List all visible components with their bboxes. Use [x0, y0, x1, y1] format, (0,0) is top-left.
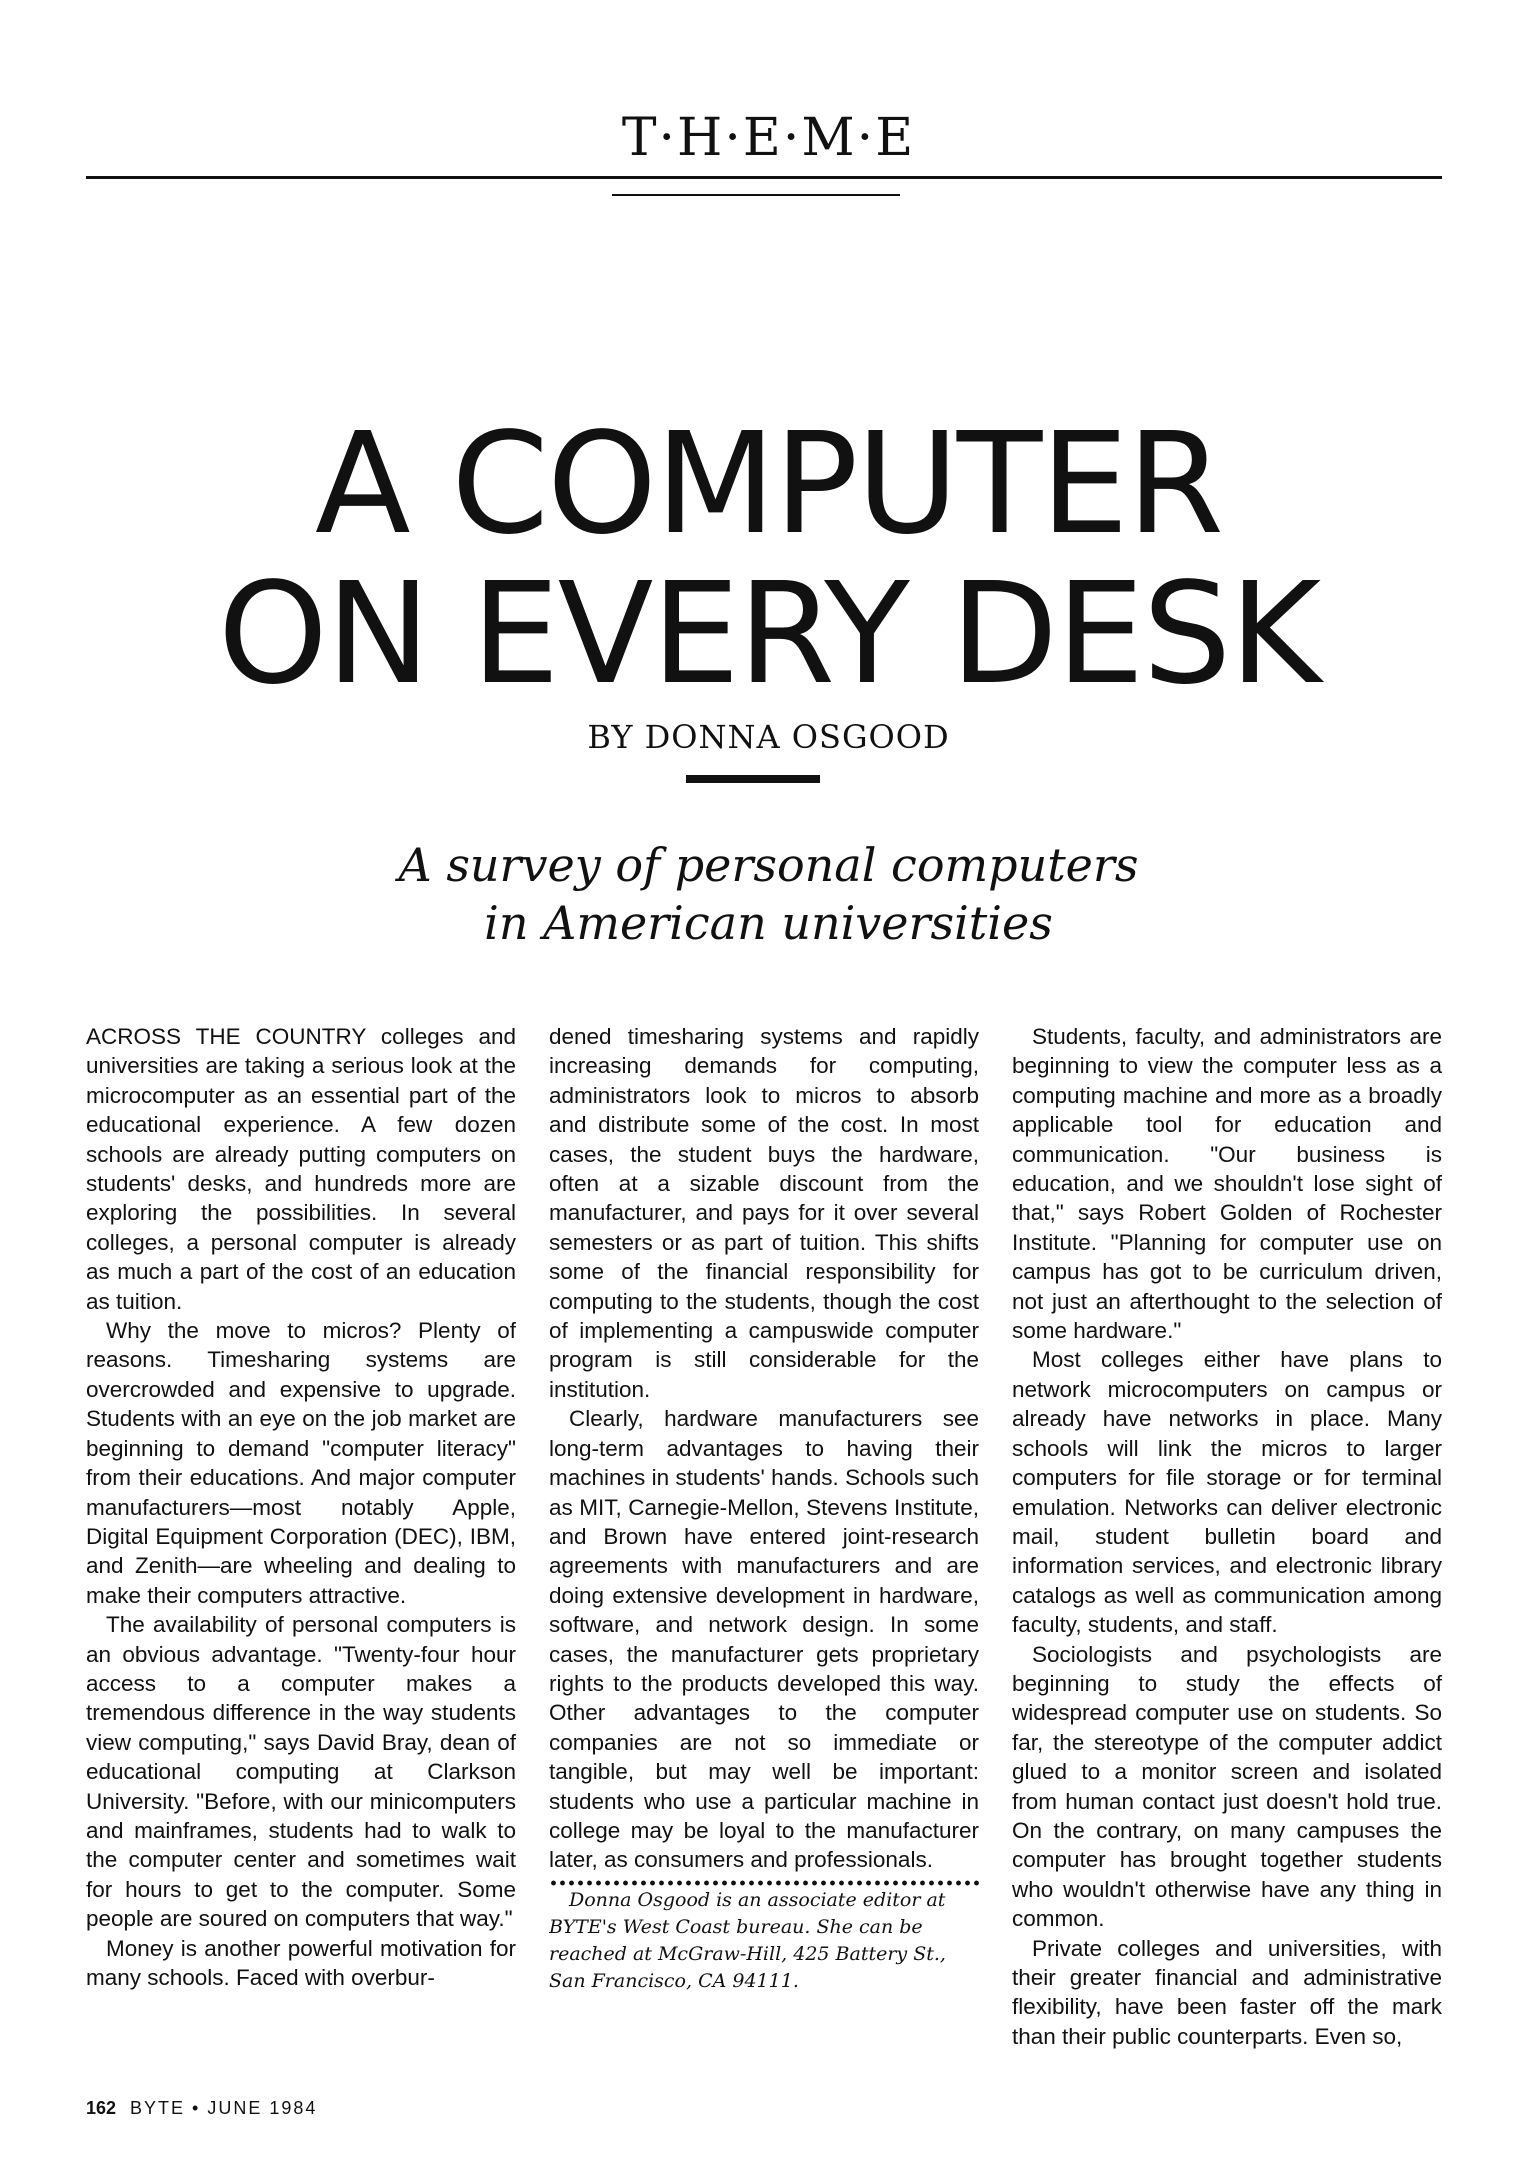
title-line-2: ON EVERY DESK	[217, 553, 1320, 716]
author-bio: Donna Osgood is an associate editor at BYTE's West Coast bureau. She can be reached at McGraw-Hill, 425 Battery St., San Francisco, CA 94111.	[549, 1888, 946, 1992]
section-label: T·H·E·M·E	[621, 108, 916, 168]
page-number: 162	[86, 2098, 117, 2118]
body-column-1	[86, 1022, 516, 2062]
article-deck	[0, 836, 1537, 952]
byline: BY DONNA OSGOOD	[587, 718, 950, 756]
body-column-2	[549, 1022, 979, 2062]
dotted-divider	[549, 1879, 979, 1887]
paragraph: The availability of personal computers is an obvious advantage. "Twenty-four hour access to a computer makes a tremendous difference in the way students view computing," says David Bray, dean of educational computing at Clarkson University. "Before, with our minicomputers and mainframes, students had to walk to the computer center and sometimes wait for hours to get to the computer. Some people are soured on computers that way."	[86, 1612, 516, 1932]
paragraph: Most colleges either have plans to network microcomputers on campus or already have networks in place. Many schools will link the micros to larger computers for file storage or for terminal emulation. Networks can deliver electronic mail, student bulletin board and information services, and electronic library catalogs as well as communication among faculty, students, and staff.	[1012, 1347, 1442, 1638]
title-line-1: A COMPUTER	[314, 403, 1223, 566]
publication-line: BYTE • JUNE 1984	[130, 2098, 318, 2118]
paragraph: Why the move to micros? Plenty of reasons. Timesharing systems are overcrowded and expensive to upgrade. Students with an eye on the job market are beginning to demand "computer literacy" from their educations. And major computer manufacturers—most notably Apple, Digital Equipment Corporation (DEC), IBM, and Zenith—are wheeling and dealing to make their computers attractive.	[86, 1318, 516, 1608]
article-title	[0, 403, 1537, 716]
paragraph: Private colleges and universities, with their greater financial and administrative flexibility, have been faster off the mark than their public counterparts. Even so,	[1012, 1935, 1442, 2049]
paragraph: dened timesharing systems and rapidly increasing demands for computing, administrators look to micros to absorb and distribute some of the cost. In most cases, the student buys the hardware, often at a sizable discount from the manufacturer, and pays for it over several semesters or as part of tuition. This shifts some of the financial responsibility for computing to the students, though the cost of implementing a campuswide computer program is still considerable for the institution.	[549, 1024, 979, 1402]
deck-line-2: in American universities	[484, 896, 1053, 950]
header-subrule	[612, 194, 900, 196]
header-rule	[86, 176, 1442, 179]
paragraph: Money is another powerful motivation for many schools. Faced with overbur-	[86, 1935, 516, 1990]
paragraph: Clearly, hardware manufacturers see long-term advantages to having their machines in students' hands. Schools such as MIT, Carnegie-Mellon, Stevens Institute, and Brown have entered joint-research agreements with manufacturers and are doing extensive development in hardware, software, and network design. In some cases, the manufacturer gets proprietary rights to the products developed this way. Other advantages to the computer companies are not so immediate or tangible, but may well be important: students who use a particular machine in college may be loyal to the manufacturer later, as consumers and professionals.	[549, 1406, 979, 1873]
paragraph: Students, faculty, and administrators are beginning to view the computer less as a computing machine and more as a broadly applicable tool for education and communication. "Our business is education, and we shouldn't lose sight of that," says Robert Golden of Rochester Institute. "Planning for computer use on campus has got to be curriculum driven, not just an afterthought to the selection of some hardware."	[1012, 1024, 1442, 1344]
byline-bar	[686, 775, 820, 783]
deck-line-1: A survey of personal computers	[398, 838, 1139, 892]
paragraph: ACROSS THE COUNTRY colleges and universities are taking a serious look at the microcomputer as an essential part of the educational experience. A few dozen schools are already putting computers on students' desks, and hundreds more are exploring the possibilities. In several colleges, a personal computer is already as much a part of the cost of an education as tuition.	[86, 1024, 516, 1314]
body-column-3	[1012, 1022, 1442, 2062]
page-footer	[86, 2098, 317, 2119]
paragraph: Sociologists and psychologists are beginning to study the effects of widespread computer use on students. So far, the stereotype of the computer addict glued to a monitor screen and isolated from human contact just doesn't hold true. On the contrary, on many campuses the computer has brought together students who wouldn't otherwise have any thing in common.	[1012, 1641, 1442, 1932]
